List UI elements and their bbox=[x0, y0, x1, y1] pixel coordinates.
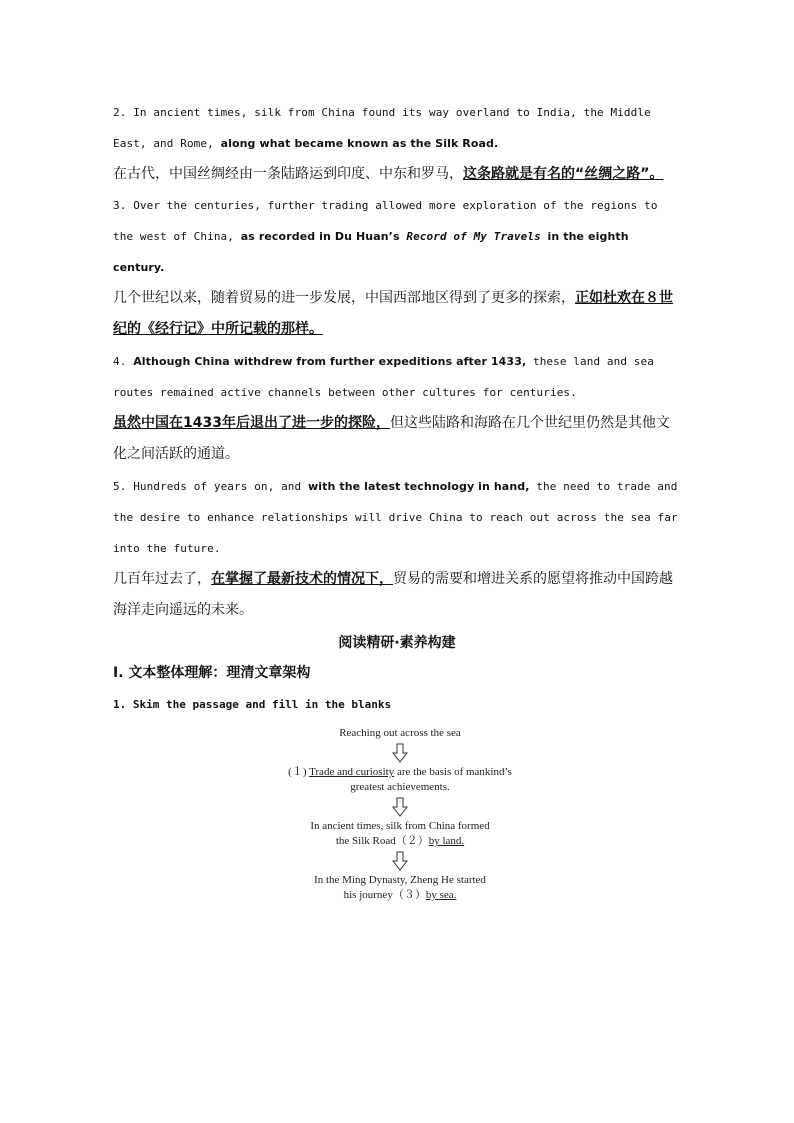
blank-answer: by sea. bbox=[425, 889, 457, 901]
blank-answer: Trade and curiosity bbox=[309, 766, 395, 778]
chinese-underlined-text: 在掌握了最新技术的情况下， bbox=[211, 571, 393, 587]
english-bold-text: along what became known as the Silk Road. bbox=[220, 137, 499, 150]
sentence-number: 2. bbox=[113, 106, 127, 119]
paragraph-4 bbox=[113, 346, 681, 470]
paragraph-3 bbox=[113, 190, 681, 345]
chinese-text: 贸易的需要和增进关系的愿望将推动中国跨越海洋走向遥远的未来。 bbox=[113, 571, 673, 618]
chinese-text: 但这些陆路和海路在几个世纪里仍然是其他文化之间活跃的通道。 bbox=[113, 415, 670, 462]
sentence-number: 4. bbox=[113, 355, 127, 368]
flow-text: greatest achievements. bbox=[350, 781, 450, 793]
flow-text: In ancient times, silk from China formed bbox=[310, 820, 490, 832]
chinese-underlined-text: 虽然中国在1433年后退出了进一步的探险， bbox=[113, 415, 390, 431]
paragraph-5 bbox=[113, 471, 681, 626]
chinese-text: 几个世纪以来，随着贸易的进一步发展，中国西部地区得到了更多的探索， bbox=[113, 290, 575, 306]
chinese-text: 几百年过去了， bbox=[113, 571, 211, 587]
english-bold-text: Although China withdrew from further expeditions after 1433, bbox=[133, 355, 527, 368]
chinese-translation bbox=[113, 564, 681, 626]
flow-text: are the basis of mankind’s bbox=[396, 766, 512, 778]
english-text: these land and sea routes remained active channels between other cultures for centuries. bbox=[113, 355, 654, 399]
english-text: the need to trade and the desire to enhance relationships will drive China to reach out across the sea far into the future. bbox=[113, 480, 678, 555]
english-sentence bbox=[113, 346, 681, 408]
english-bold-text: in the eighth century. bbox=[113, 230, 629, 274]
section-heading: 阅读精研·素养构建 bbox=[338, 635, 456, 651]
paragraph-2 bbox=[113, 97, 681, 190]
flow-title: Reaching out across the sea bbox=[339, 727, 461, 739]
flow-step-3 bbox=[250, 873, 550, 903]
flow-text: his journey（３） bbox=[343, 889, 426, 901]
english-bold-text: with the latest technology in hand, bbox=[308, 480, 530, 493]
english-text: Over the centuries, further trading allowed more exploration of the regions to the west of China, bbox=[113, 199, 658, 243]
down-arrow-icon bbox=[250, 849, 550, 873]
flow-text: In the Ming Dynasty, Zheng He started bbox=[314, 874, 486, 886]
english-sentence bbox=[113, 190, 681, 283]
chinese-underlined-text: 正如杜欢在８世纪的《经行记》中所记载的那样。 bbox=[113, 290, 673, 337]
flow-step-1 bbox=[250, 765, 550, 795]
task-instruction: 1. Skim the passage and fill in the blanks bbox=[113, 698, 392, 711]
flow-text: the Silk Road（２） bbox=[335, 835, 429, 847]
english-sentence bbox=[113, 471, 681, 564]
blank-number: (１) bbox=[288, 766, 307, 778]
english-sentence bbox=[113, 97, 681, 159]
sentence-number: 3. bbox=[113, 199, 127, 212]
down-arrow-icon bbox=[250, 741, 550, 765]
flow-step-2 bbox=[250, 819, 550, 849]
flow-diagram bbox=[250, 726, 550, 903]
chinese-text: 在古代，中国丝绸经由一条陆路运到印度、中东和罗马， bbox=[113, 166, 463, 182]
english-text: Hundreds of years on, and bbox=[133, 480, 302, 493]
chinese-underlined-text: 这条路就是有名的“丝绸之路”。 bbox=[463, 166, 664, 182]
chinese-translation bbox=[113, 283, 681, 345]
down-arrow-icon bbox=[250, 795, 550, 819]
book-title-text: Record of My Travels bbox=[406, 230, 541, 243]
sentence-number: 5. bbox=[113, 480, 127, 493]
english-bold-text: as recorded in Du Huan’s bbox=[240, 230, 400, 243]
english-text: In ancient times, silk from China found its way overland to India, the Middle East, and Rome, bbox=[113, 106, 651, 150]
chinese-translation bbox=[113, 408, 681, 470]
chinese-translation bbox=[113, 159, 681, 190]
part-title: Ⅰ. 文本整体理解：理清文章架构 bbox=[113, 665, 311, 681]
blank-answer: by land. bbox=[428, 835, 465, 847]
